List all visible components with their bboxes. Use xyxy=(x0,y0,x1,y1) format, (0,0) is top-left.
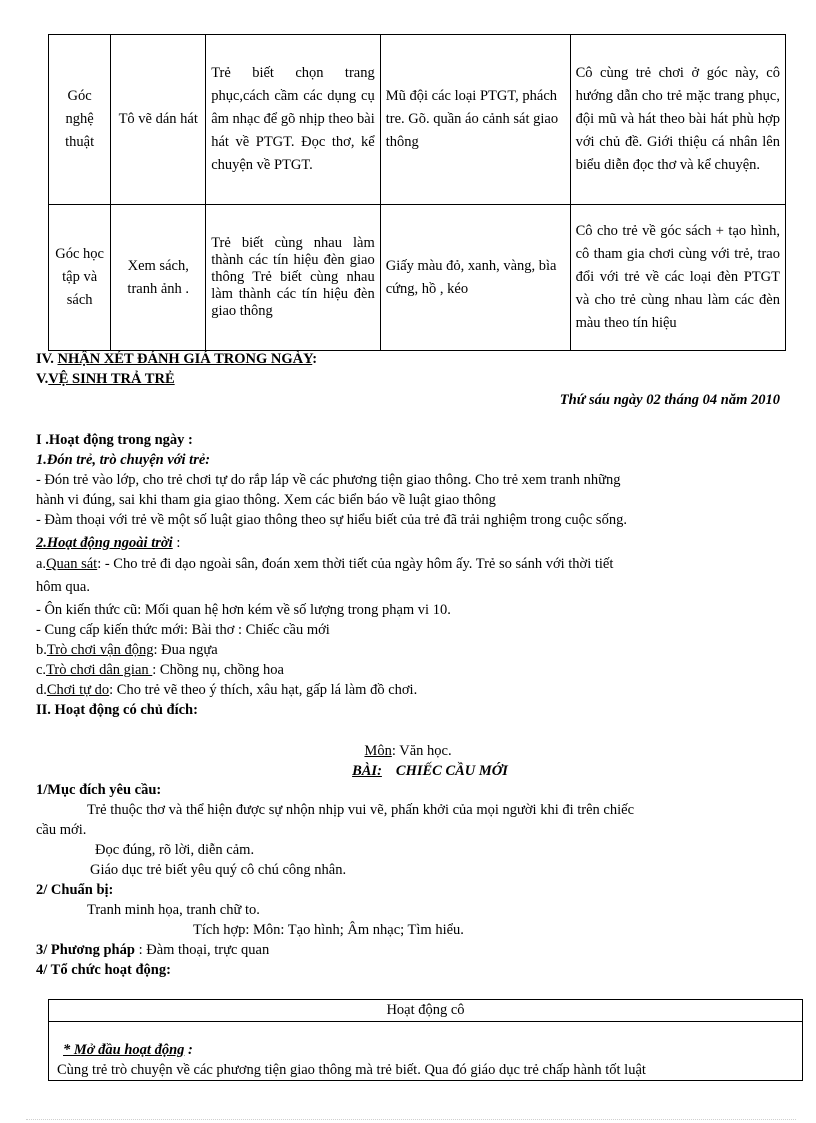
folk-game-text: : Chồng nụ, chồng hoa xyxy=(152,662,284,678)
objective-text: Trẻ thuộc thơ và thể hiện được sự nhộn nhịp vui vẽ, phấn khởi của mọi người khi đi trên chiếc xyxy=(87,802,635,818)
subject-text: : Văn học. xyxy=(391,743,452,759)
materials-cell: Giấy màu đỏ, xanh, vàng, bìa cứng, hồ , kéo xyxy=(380,205,570,351)
objectives-heading: 1/Mục đích yêu cầu: xyxy=(36,782,162,798)
subject-label: Môn xyxy=(364,743,392,759)
table-row xyxy=(49,205,786,351)
activity-corners-table xyxy=(48,34,786,351)
objective-text: Giáo dục trẻ biết yêu quý cô chú công nhân. xyxy=(90,862,347,878)
section-v-title: VỆ SINH TRẢ TRẺ xyxy=(48,371,175,387)
preparation-heading: 2/ Chuẩn bị: xyxy=(36,882,114,898)
observation-line xyxy=(36,554,781,574)
welcome-text-line: hành vi đúng, sai khi tham gia giao thông. Xem các biển báo về luật giao thông xyxy=(36,492,496,508)
welcome-heading: 1.Đón trẻ, trò chuyện với trẻ: xyxy=(36,452,211,468)
corner-cell: Góc nghệ thuật xyxy=(49,35,111,205)
preparation-text: Tranh minh họa, tranh chữ to. xyxy=(87,902,260,918)
motor-game-line xyxy=(36,640,781,660)
section-iv-number: IV. xyxy=(36,351,58,367)
activity-table xyxy=(48,999,803,1081)
welcome-text-line: - Đón trẻ vào lớp, cho trẻ chơi tự do rắp láp về các phương tiện giao thông. Cho trẻ xem tranh những xyxy=(36,472,621,488)
teacher-activity-cell xyxy=(49,1022,803,1081)
item-marker: b. xyxy=(36,642,47,658)
method-heading: 3/ Phương pháp xyxy=(36,942,135,958)
intro-colon: : xyxy=(184,1042,193,1058)
corner-cell: Góc học tập và sách xyxy=(49,205,111,351)
free-play-text: : Cho trẻ vẽ theo ý thích, xâu hạt, gấp lá làm đồ chơi. xyxy=(109,682,418,698)
objective-text: Đọc đúng, rõ lời, diễn cảm. xyxy=(95,842,255,858)
organization-heading: 4/ Tổ chức hoạt động: xyxy=(36,962,171,978)
conversation-text: - Đàm thoại với trẻ về một số luật giao thông theo sự hiểu biết của trẻ đã trải nghiệm trong cuộc sống. xyxy=(36,512,627,528)
free-play-label: Chơi tự do xyxy=(46,682,110,698)
part-ii-heading: II. Hoạt động có chủ đích: xyxy=(36,702,198,718)
observation-text: : - Cho trẻ đi dạo ngoài sân, đoán xem thời tiết của ngày hôm ấy. Trẻ so sánh với thời tiết xyxy=(97,556,614,572)
subject-line xyxy=(0,741,816,761)
folk-game-label: Trò chơi dân gian xyxy=(46,662,153,678)
activity-cell: Xem sách, tranh ảnh . xyxy=(111,205,206,351)
observation-line-cont: hôm qua. xyxy=(36,579,90,595)
item-marker: c. xyxy=(36,662,47,678)
method-text: : Đàm thoại, trực quan xyxy=(134,942,270,958)
section-v-heading xyxy=(36,369,781,389)
section-iv-title: NHẬN XÉT ĐÁNH GIÁ TRONG NGÀY xyxy=(57,351,313,367)
process-cell: Cô cùng trẻ chơi ở góc này, cô hướng dẫn cho trẻ mặc trang phục, đội mũ và hát theo bài hát phù hợp với chủ đề. Giới thiệu cá nhân lên biểu diễn đọc thơ và kể chuyện. xyxy=(570,35,785,205)
date-line: Thứ sáu ngày 02 tháng 04 năm 2010 xyxy=(559,392,780,408)
materials-cell: Mũ đội các loại PTGT, phách tre. Gõ. quần áo cảnh sát giao thông xyxy=(380,35,570,205)
table-row xyxy=(49,35,786,205)
part-i-heading: I .Hoạt động trong ngày : xyxy=(36,432,193,448)
teacher-activity-header: Hoạt động cô xyxy=(49,1000,803,1022)
goal-cell xyxy=(206,205,381,351)
goal-text: Trẻ biết cùng nhau làm thành các tín hiệu đèn giao thông Trẻ biết cùng nhau làm thành các tín hiệu đèn giao thông xyxy=(211,235,375,319)
lesson-title: CHIẾC CẦU MỚI xyxy=(395,763,508,779)
intro-heading xyxy=(57,1040,794,1060)
lesson-title-line xyxy=(0,761,816,781)
section-v-number: V. xyxy=(36,371,49,387)
free-play-line xyxy=(36,680,781,700)
new-knowledge-line: - Cung cấp kiến thức mới: Bài thơ : Chiếc cầu mới xyxy=(36,622,330,638)
review-line: - Ôn kiến thức cũ: Mối quan hệ hơn kém về số lượng trong phạm vi 10. xyxy=(36,602,451,618)
intro-label: * Mở đầu hoạt động xyxy=(63,1042,185,1058)
page-bottom-divider xyxy=(26,1119,796,1120)
method-line xyxy=(36,940,781,960)
integration-text: Tích hợp: Môn: Tạo hình; Âm nhạc; Tìm hiểu. xyxy=(193,922,464,938)
goal-cell: Trẻ biết chọn trang phục,cách cầm các dụng cụ âm nhạc để gõ nhịp theo bài hát về PTGT. Đọc thơ, kể chuyện về PTGT. xyxy=(206,35,381,205)
table-row xyxy=(49,1022,803,1081)
observation-label: Quan sát xyxy=(46,556,98,572)
motor-game-text: : Đua ngựa xyxy=(153,642,218,658)
intro-text: Cùng trẻ trò chuyện về các phương tiện giao thông mà trẻ biết. Qua đó giáo dục trẻ chấp hành tốt luật xyxy=(57,1062,646,1078)
section-iv-heading xyxy=(36,349,781,369)
activity-cell: Tô vẽ dán hát xyxy=(111,35,206,205)
table-header-row xyxy=(49,1000,803,1022)
item-marker: a. xyxy=(36,556,47,572)
folk-game-line xyxy=(36,660,781,680)
lesson-label: BÀI: xyxy=(352,763,382,779)
motor-game-label: Trò chơi vận động xyxy=(46,642,154,658)
section-iv-colon: : xyxy=(312,351,318,367)
process-cell: Cô cho trẻ về góc sách + tạo hình, cô tham gia chơi cùng với trẻ, trao đổi với trẻ về các loại đèn PTGT và cho trẻ cùng nhau làm các đèn màu theo tín hiệu xyxy=(570,205,785,351)
objective-text-cont: cầu mới. xyxy=(36,822,87,838)
outdoor-title: 2.Hoạt động ngoài trời xyxy=(36,535,173,551)
item-marker: d. xyxy=(36,682,47,698)
outdoor-colon: : xyxy=(172,535,181,551)
outdoor-heading xyxy=(36,533,781,553)
